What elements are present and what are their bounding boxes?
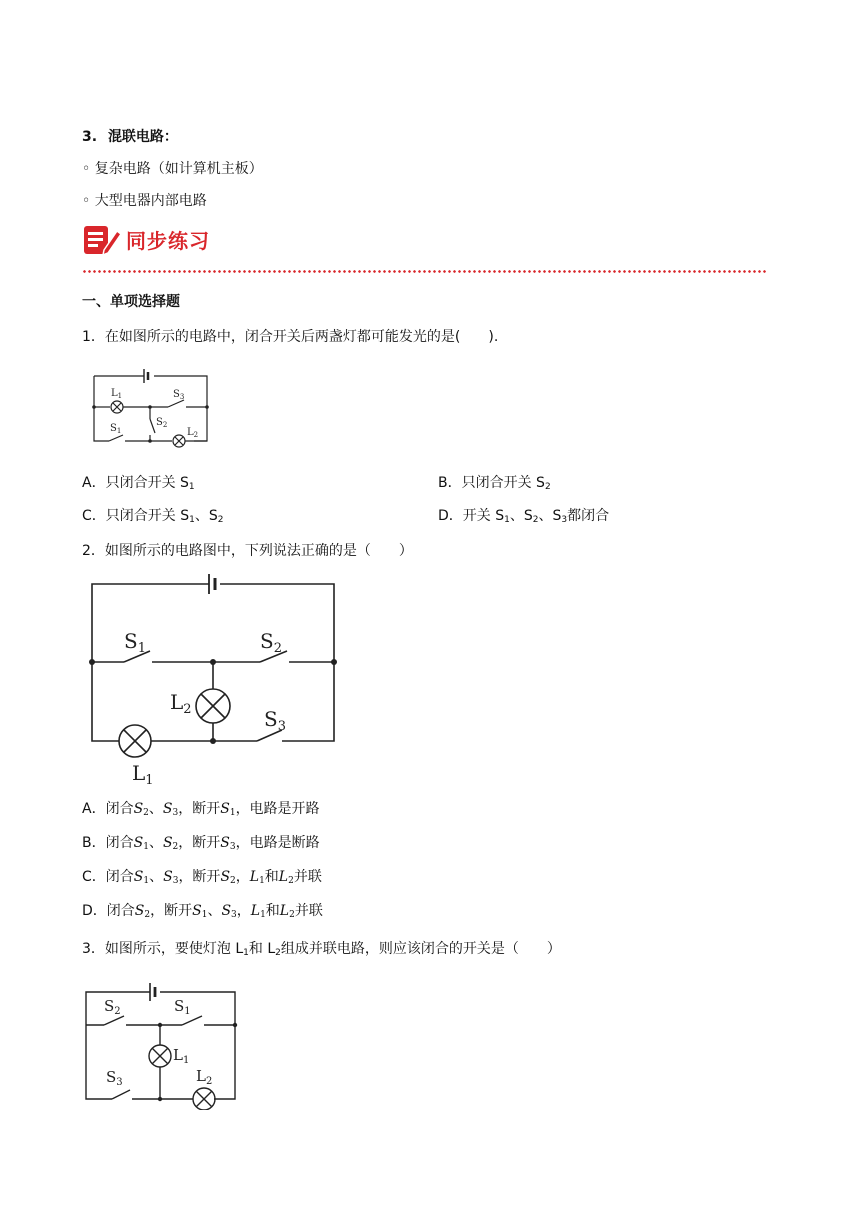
- label-l2: $L_2$: [187, 427, 199, 439]
- q2-option-d[interactable]: D．闭合$S_2$，断开$S_1$、$S_3$，$L_1$和$L_2$并联: [82, 903, 323, 920]
- q2-circuit-diagram: [82, 568, 352, 792]
- label-s3: $S_3$: [106, 1068, 123, 1088]
- q1-option-d[interactable]: D．开关 $S_1$、$S_2$、$S_3$都闭合: [438, 508, 610, 525]
- section-heading: 3. 混联电路：: [82, 129, 178, 145]
- q1-circuit-diagram: [82, 365, 217, 454]
- dotted-divider: [82, 270, 766, 273]
- banner-title: 同步练习: [126, 229, 210, 253]
- q2-option-c[interactable]: C．闭合$S_1$、$S_3$，断开$S_2$，$L_1$和$L_2$并联: [82, 869, 322, 886]
- label-s2: $S_2$: [260, 629, 282, 656]
- q2-option-b[interactable]: B．闭合$S_1$、$S_2$，断开$S_3$，电路是断路: [82, 835, 320, 852]
- label-s1: $S_1$: [124, 629, 146, 656]
- notebook-pen-icon: [82, 223, 122, 257]
- q3-circuit-diagram: [82, 975, 247, 1114]
- label-s1: $S_1$: [110, 423, 122, 435]
- label-s1: $S_1$: [174, 997, 191, 1017]
- label-l2: $L_2$: [196, 1067, 213, 1087]
- label-s2: $S_2$: [104, 997, 121, 1017]
- part-title: 一、单项选择题: [82, 294, 180, 310]
- bullet-item: ◦ 复杂电路（如计算机主板）: [82, 161, 263, 177]
- label-l1: $L_1$: [132, 761, 154, 788]
- q2-option-a[interactable]: A．闭合$S_2$、$S_3$，断开$S_1$，电路是开路: [82, 801, 320, 818]
- label-s2: $S_2$: [156, 417, 168, 429]
- q1-option-a[interactable]: A．只闭合开关 $S_1$: [82, 475, 195, 492]
- question-3-stem: 3．如图所示，要使灯泡 $L_1$和 $L_2$组成并联电路，则应该闭合的开关是（ ）: [82, 941, 561, 958]
- label-l1: $L_1$: [111, 388, 123, 400]
- label-s3: $S_3$: [173, 389, 185, 401]
- q1-option-c[interactable]: C．只闭合开关 $S_1$、$S_2$: [82, 508, 224, 525]
- label-s3: $S_3$: [264, 707, 286, 734]
- label-l1: $L_1$: [173, 1046, 190, 1066]
- q1-option-b[interactable]: B．只闭合开关 $S_2$: [438, 475, 551, 492]
- bullet-item: ◦ 大型电器内部电路: [82, 193, 207, 209]
- label-l2: $L_2$: [170, 690, 192, 717]
- question-1-stem: 1．在如图所示的电路中，闭合开关后两盏灯都可能发光的是( ).: [82, 329, 499, 345]
- question-2-stem: 2．如图所示的电路图中，下列说法正确的是（ ）: [82, 543, 413, 559]
